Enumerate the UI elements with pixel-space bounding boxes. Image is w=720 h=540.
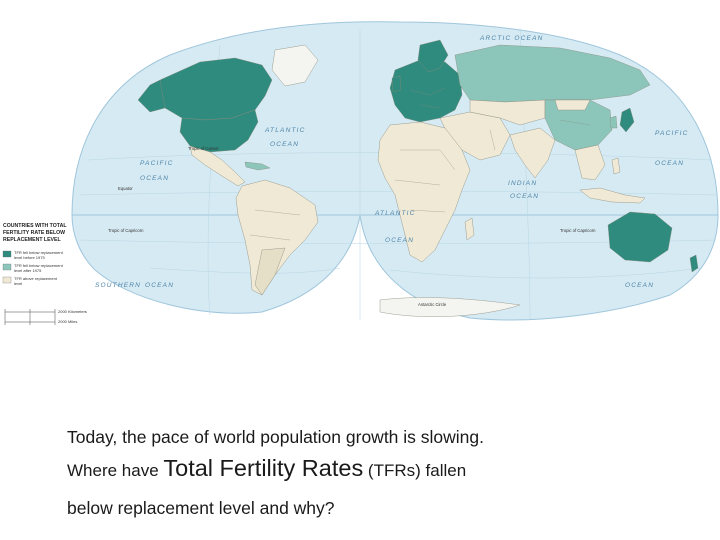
caption-line3: below replacement level and why?: [67, 498, 335, 518]
label-pacific-east: PACIFIC: [140, 160, 174, 167]
label-ocean-southern-right: OCEAN: [625, 282, 655, 289]
legend-item3-line1: TFR above replacement: [14, 276, 57, 281]
label-pacific-west: PACIFIC: [655, 130, 689, 137]
label-ocean-pacific-west: OCEAN: [655, 160, 685, 167]
scale-bar: [5, 309, 87, 325]
legend-swatch-before-1975: [3, 251, 11, 257]
legend-item2-line2: level after 1975: [14, 268, 42, 273]
legend-item1-line1: TFR fell below replacement: [14, 250, 63, 255]
caption-tfr-emphasis: Total Fertility Rates: [163, 455, 364, 481]
legend-title-line3: REPLACEMENT LEVEL: [3, 237, 61, 243]
map-legend: [3, 223, 87, 325]
caption-line1: Today, the pace of world population growth is slowing.: [67, 427, 485, 447]
label-ocean-indian: OCEAN: [510, 193, 540, 200]
scale-mi-label: 2000 Miles: [58, 319, 78, 324]
legend-item3-line2: level: [14, 281, 23, 286]
label-arctic-ocean: ARCTIC OCEAN: [480, 35, 544, 42]
label-antarctic-circle: Antarctic Circle: [418, 302, 447, 307]
legend-swatch-after-1975: [3, 264, 11, 270]
legend-swatch-above: [3, 277, 11, 283]
label-ocean-southern-left: OCEAN: [145, 282, 175, 289]
label-atlantic-north: ATLANTIC: [265, 127, 306, 134]
legend-item1-line2: level before 1975: [14, 255, 45, 260]
label-equator: Equator: [118, 186, 133, 191]
caption-line2-prefix: Where have: [67, 461, 164, 480]
caption-text: [67, 425, 707, 520]
label-ocean-pacific-east: OCEAN: [140, 175, 170, 182]
caption-line2-suffix: (TFRs) fallen: [363, 461, 467, 480]
landmass-russia: [455, 45, 650, 102]
label-indian: INDIAN: [508, 180, 538, 187]
scale-km-label: 2000 Kilometers: [58, 309, 87, 314]
label-tropic-of-cancer: Tropic of Cancer: [188, 146, 219, 151]
landmass-korea: [610, 116, 617, 128]
label-tropic-of-capricorn: Tropic of Capricorn: [108, 228, 144, 233]
landmass-mongolia: [555, 100, 590, 110]
label-ocean-atlantic-south: OCEAN: [385, 237, 415, 244]
label-ocean-atlantic-north: OCEAN: [270, 141, 300, 148]
legend-item2-line1: TFR fell below replacement: [14, 263, 63, 268]
legend-title-line1: COUNTRIES WITH TOTAL: [3, 223, 67, 229]
label-tropic-of-capricorn-east: Tropic of Capricorn: [560, 228, 596, 233]
label-atlantic-south: ATLANTIC: [375, 210, 416, 217]
caption-line2: [67, 453, 707, 486]
landmass-uk: [392, 76, 401, 92]
label-southern-left: SOUTHERN: [95, 282, 142, 289]
legend-title-line2: FERTILITY RATE BELOW: [3, 230, 66, 236]
